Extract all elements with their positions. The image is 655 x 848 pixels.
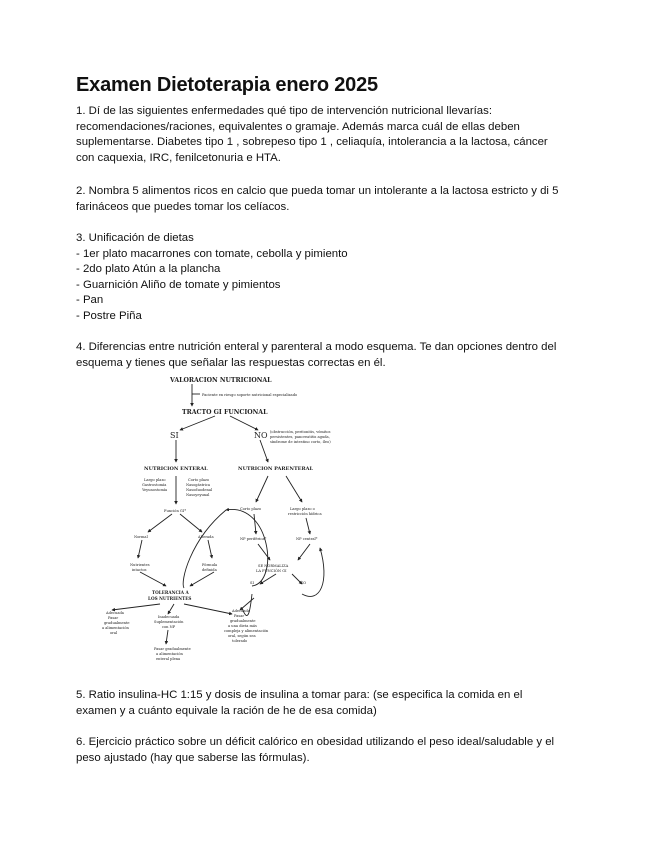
question-1 — [76, 104, 586, 166]
page-title: Examen Dietoterapia enero 2025 — [76, 74, 378, 96]
diagram-corto-plazo: Nasogástrica — [186, 483, 211, 487]
diagram-formula: definida — [202, 568, 217, 572]
diagram-adecuada-right: oral, según sea — [228, 634, 256, 638]
diagram-corto-plazo: Nasoyeyunal — [186, 493, 210, 497]
diagram-si-2: SI — [250, 581, 254, 585]
diagram-corto-plazo: Nasoduodenal — [186, 488, 213, 492]
question-6-line: peso ajustado (hay que saberse las fórmulas). — [76, 751, 310, 764]
diagram-no: NO — [254, 431, 268, 440]
question-1-line: con caquexia, IRC, fenilcetonuria e HTA. — [76, 151, 281, 164]
question-5-line: 5. Ratio insulina-HC 1:15 y dosis de insulina a tomar para: (se especifica la comida en el — [76, 689, 523, 701]
diagram-funcion-gi: Función GI* — [164, 509, 186, 513]
diagram-normaliza: LA FUNCIÓN GI — [256, 569, 287, 573]
question-1-line: recomendaciones/raciones, equivalentes o gramaje. Además marca cuál de ellas deben — [76, 120, 520, 133]
diagram-nutrientes: Nutrientes — [130, 563, 150, 567]
diagram-inadecuada: Inadecuada — [158, 615, 180, 619]
question-1-line: 1. Dí de las siguientes enfermedades qué tipo de intervención nutricional llevarías: — [76, 105, 493, 117]
diagram-adecuada-right: compleja y alimentación — [224, 629, 269, 633]
diagram-np-central: NP central* — [296, 537, 318, 541]
question-3-line: - 1er plato macarrones con tomate, cebolla y pimiento — [76, 247, 348, 260]
diagram-adecuada-right: Adecuada — [232, 609, 250, 613]
diagram-adecuada-left: oral — [110, 631, 118, 635]
diagram-tracto: TRACTO GI FUNCIONAL — [182, 409, 268, 416]
diagram-parenteral: NUTRICION PARENTERAL — [238, 466, 314, 472]
question-3-line: - 2do plato Atún a la plancha — [76, 263, 221, 276]
nutrition-flowchart — [102, 372, 530, 668]
diagram-adecuada-right: tolerado — [232, 639, 248, 643]
question-2-line: farináceos que puedes tomar los celíacos. — [76, 200, 290, 213]
question-3-line: - Pan — [76, 294, 104, 307]
diagram-par-largo: restricción hídrica — [288, 512, 322, 516]
diagram-no-note: síndrome de intestino corto, íleo) — [270, 440, 331, 444]
diagram-np-periferica: NP periférica* — [240, 537, 267, 541]
diagram-adecuada-left: Adecuada — [106, 611, 124, 615]
question-3-line: - Postre Piña — [76, 309, 142, 322]
question-5-line: examen y a cuánto equivale la ración de he de esa comida) — [76, 704, 377, 717]
diagram-inadecuada: Suplementación — [154, 620, 184, 624]
diagram-corto-plazo: Corto plazo — [188, 478, 210, 482]
diagram-adecuada-right: gradualmente — [230, 619, 256, 623]
diagram-adecuada-left: a alimentación — [102, 626, 129, 630]
diagram-no-2: NO — [300, 581, 307, 585]
diagram-normal: Normal — [134, 535, 148, 539]
question-6 — [76, 735, 586, 766]
diagram-tolerancia: TOLERANCIA A — [152, 590, 189, 595]
diagram-alterada: Alterada — [198, 535, 214, 539]
diagram-si: SI — [170, 431, 179, 440]
diagram-formula: Fórmula — [202, 563, 218, 567]
diagram-largo-plazo: Largo plazo — [144, 478, 166, 482]
diagram-inadecuada: con NP — [162, 625, 176, 629]
diagram-valoracion: VALORACION NUTRICIONAL — [170, 377, 272, 384]
question-3 — [76, 231, 586, 325]
diagram-adecuada-left: Pasar — [108, 616, 119, 620]
question-4-line: 4. Diferencias entre nutrición enteral y parenteral a modo esquema. Te dan opciones dentro del — [76, 341, 557, 353]
question-4-line: esquema y tienes que señalar las respuestas correctas en él. — [76, 356, 386, 369]
diagram-pasar: a alimentación — [156, 652, 183, 656]
diagram-adecuada-right: Pasar — [234, 614, 245, 618]
diagram-paciente: Paciente en riesgo soporte nutricional especializado — [202, 393, 298, 397]
diagram-largo-plazo: Gastrostomía — [142, 483, 167, 487]
diagram-no-note: persistentes, pancreatitis aguda, — [270, 435, 330, 439]
diagram-par-corto: Corto plazo — [240, 507, 262, 511]
diagram-no-note: (obstrucción, peritonitis, vómitos — [270, 430, 331, 434]
question-3-line: 3. Unificación de dietas — [76, 232, 194, 244]
diagram-adecuada-left: gradualmente — [104, 621, 130, 625]
diagram-par-largo: Largo plazo o — [290, 507, 315, 511]
diagram-nutrientes: intactos — [132, 568, 147, 572]
diagram-adecuada-right: a una dieta más — [228, 624, 257, 628]
question-4 — [76, 340, 586, 371]
question-3-line: - Guarnición Aliño de tomate y pimientos — [76, 278, 281, 291]
diagram-largo-plazo: Yeyunostomía — [142, 488, 168, 492]
question-2-line: 2. Nombra 5 alimentos ricos en calcio que pueda tomar un intolerante a la lactosa estricto y di 5 — [76, 185, 559, 197]
diagram-pasar: enteral plena — [156, 657, 181, 661]
question-1-line: suplementarse. Diabetes tipo 1 , sobrepeso tipo 1 , celiaquía, intolerancia a la lactosa, cáncer — [76, 136, 548, 149]
question-5 — [76, 688, 586, 719]
question-6-line: 6. Ejercicio práctico sobre un déficit calórico en obesidad utilizando el peso ideal/saludable y el — [76, 736, 555, 748]
diagram-pasar: Pasar gradualmente — [154, 647, 191, 651]
diagram-tolerancia: LOS NUTRIENTES — [148, 596, 192, 601]
question-2 — [76, 184, 586, 215]
diagram-enteral: NUTRICION ENTERAL — [144, 466, 208, 472]
diagram-normaliza: SE NORMALIZA — [258, 564, 289, 568]
